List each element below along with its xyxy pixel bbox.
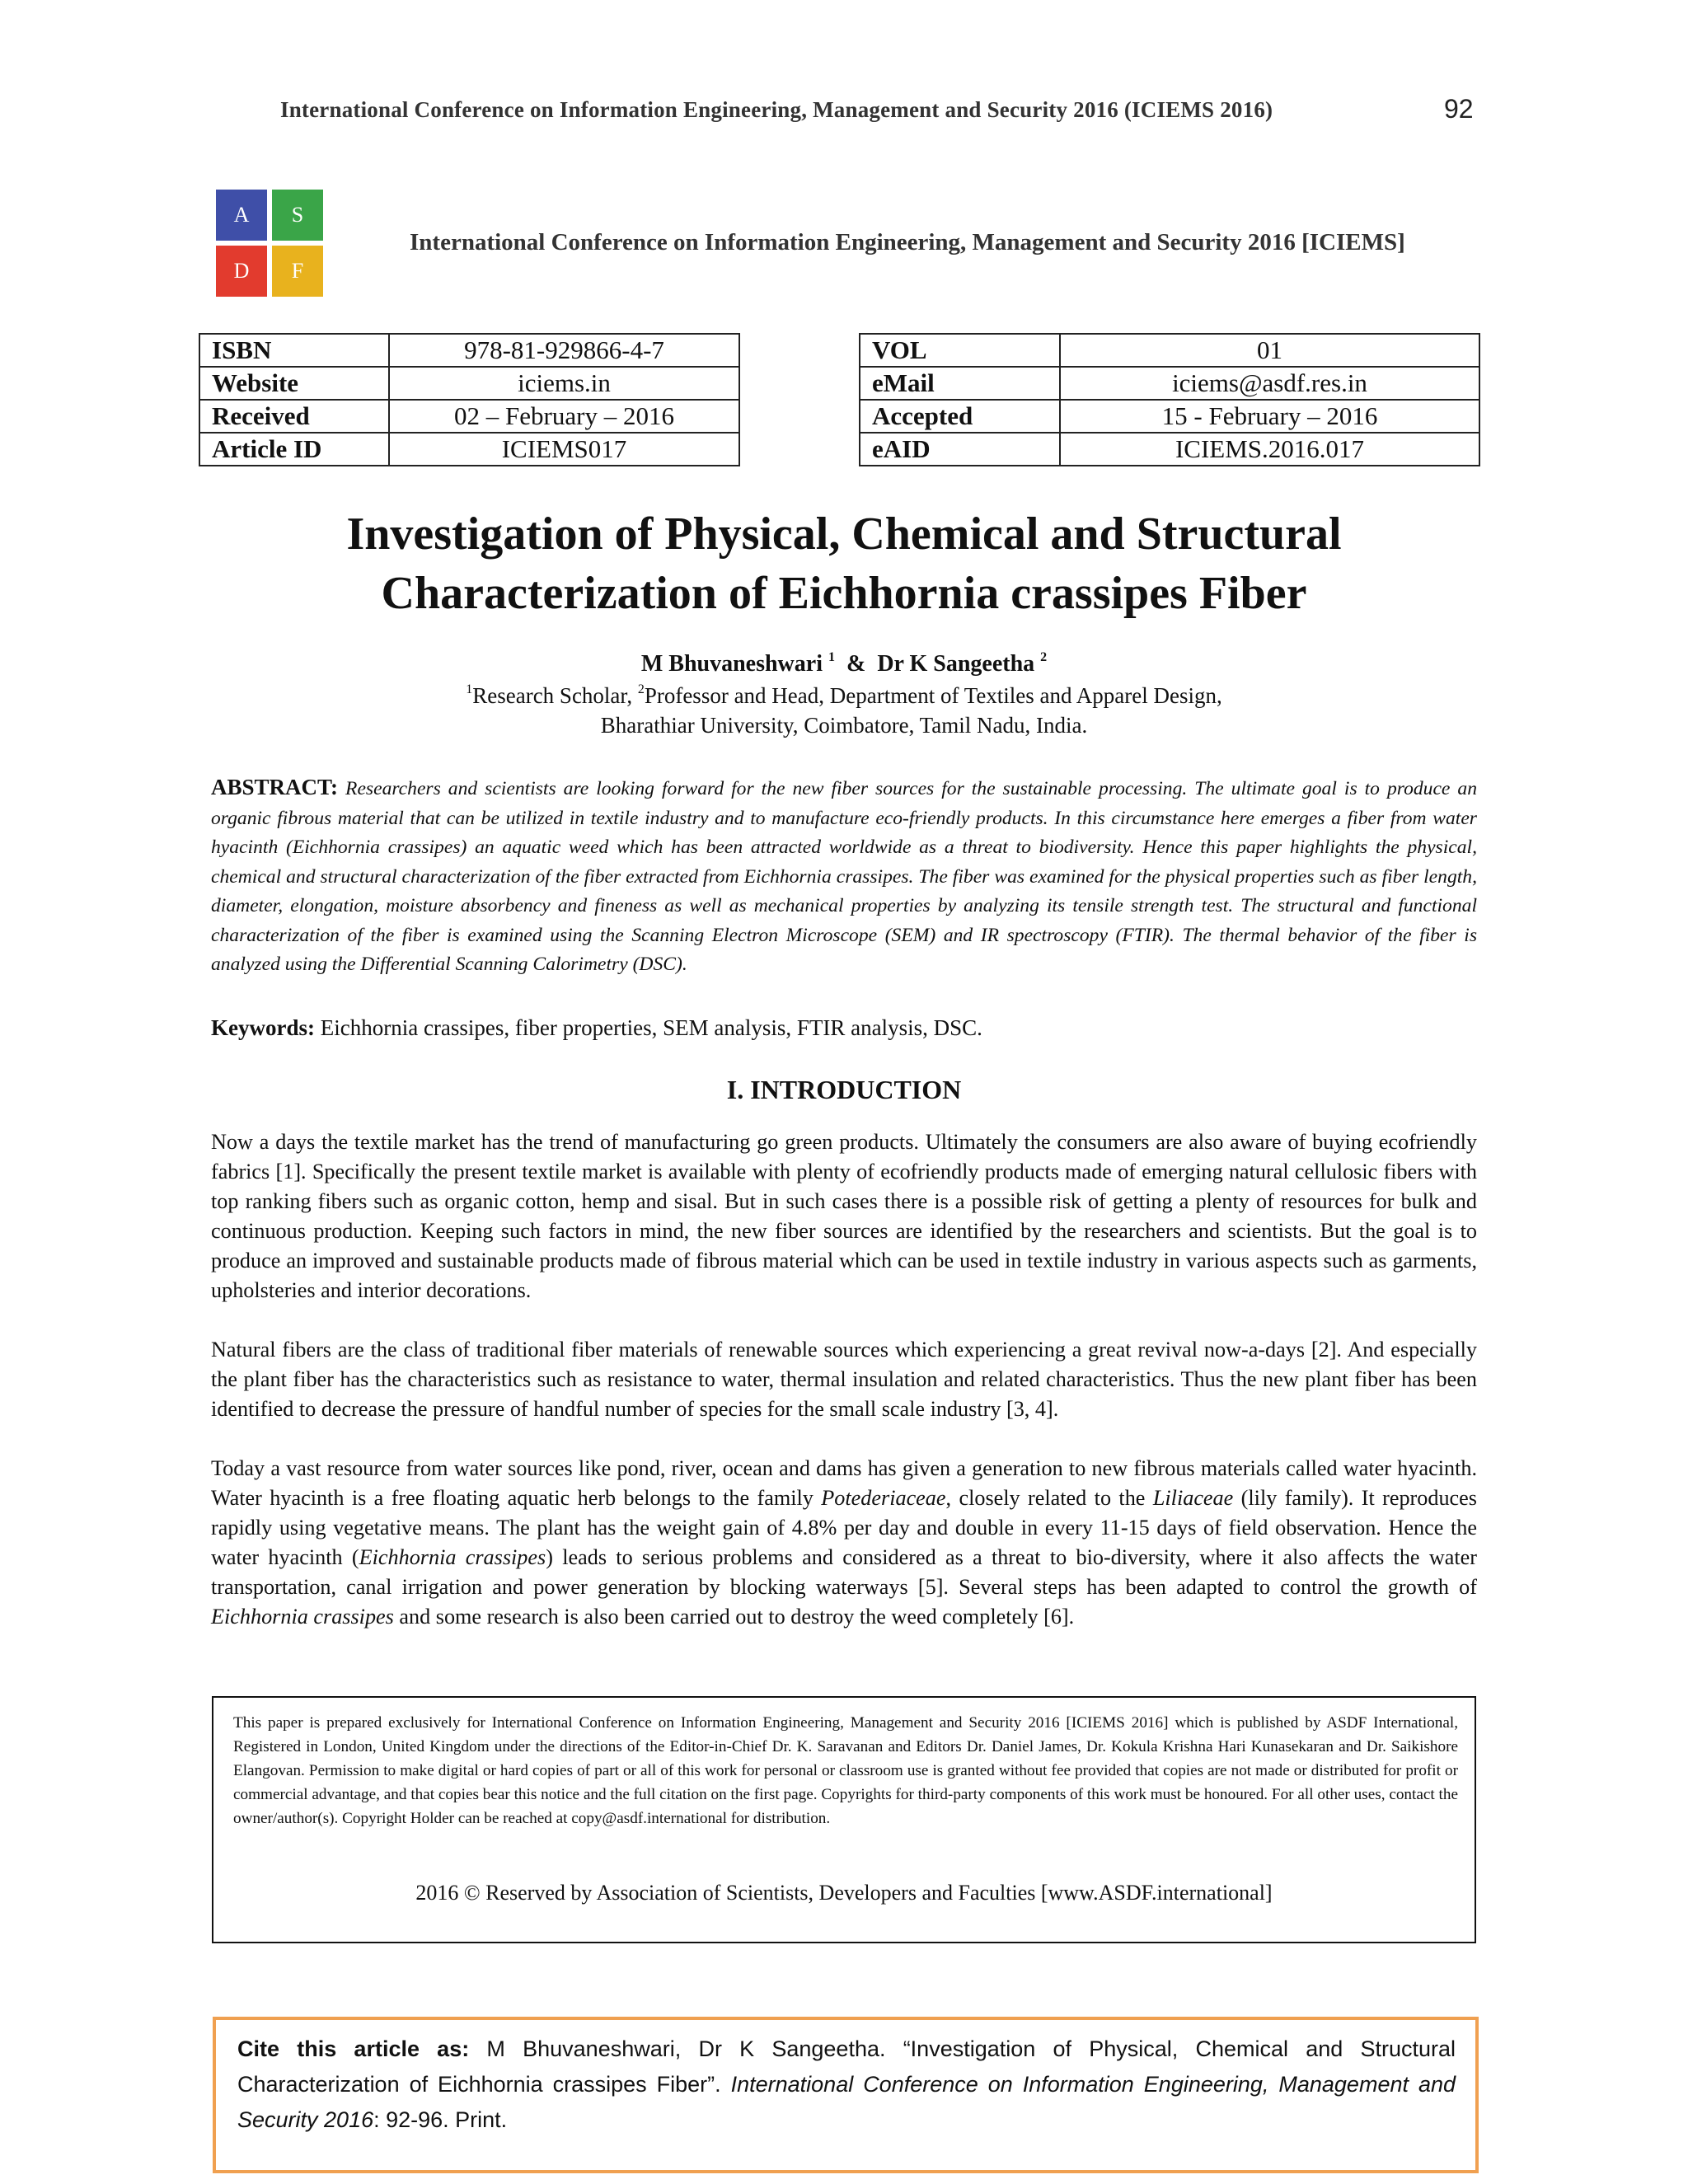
running-header-title: International Conference on Information Engineering, Management and Security 2016 (ICIEMS 2016) — [280, 97, 1273, 122]
table-row — [199, 367, 739, 400]
meta-value: 02 – February – 2016 — [389, 400, 739, 433]
logo-tile-d: D — [216, 246, 267, 297]
section-heading: I. INTRODUCTION — [726, 1075, 962, 1104]
conference-name: International Conference on Information Engineering, Management and Security 2016 [ICIEMS] — [410, 229, 1405, 255]
para-text: (lily family). It reproduces rapidly using vegetative means. The plant has the weight gain of 4.8% per day and double in every 11-15 days of field observation. Hence the water hyacinth ( — [211, 1486, 1477, 1569]
author-superscript: 2 — [1040, 650, 1048, 664]
para-italic: Potederiaceae — [821, 1486, 946, 1510]
copyright-box — [212, 1696, 1476, 1943]
meta-value: ICIEMS.2016.017 — [1060, 433, 1479, 466]
metadata-table-left — [199, 333, 740, 466]
para-italic: Liliaceae — [1152, 1486, 1234, 1510]
meta-value: 15 - February – 2016 — [1060, 400, 1479, 433]
logo-tile-a: A — [216, 190, 267, 241]
meta-label: eAID — [860, 433, 1060, 466]
abstract — [211, 773, 1477, 980]
affil-line-2: Bharathiar University, Coimbatore, Tamil Nadu, India. — [600, 713, 1088, 738]
paper-title — [185, 504, 1503, 623]
cite-venue: International Conference on Information Engineering, Management and Security 2016 — [237, 2072, 1456, 2132]
asdf-logo — [216, 190, 325, 298]
author-name: Dr K Sangeetha — [877, 651, 1035, 677]
affiliation — [185, 681, 1503, 740]
intro-paragraph-3 — [211, 1454, 1477, 1632]
abstract-label: ABSTRACT: — [211, 775, 339, 799]
cite-pages: : 92-96. Print. — [373, 2107, 508, 2132]
intro-paragraph-1: Now a days the textile market has the trend of manufacturing go green products. Ultimately the consumers are also aware of buying ecofriendly fabrics [1]. Specifically the present textile market is available with plenty of ecofriendly products made of emerging natural cellulosic fibers with top ranking fibers such as organic cotton, hemp and sisal. But in such cases there is a possible risk of getting a plenty of resources for bulk and continuous production. Keeping such factors in mind, the new fiber sources are identified by the researchers and scientists. But the goal is to produce an improved and sustainable products made of fibrous material which can be used in textile industry in various aspects such as garments, upholsteries and interior decorations. — [211, 1130, 1477, 1302]
meta-label: Article ID — [199, 433, 389, 466]
table-row — [860, 334, 1479, 367]
title-line-1: Investigation of Physical, Chemical and Structural — [346, 509, 1342, 560]
cite-label: Cite this article as: — [237, 2036, 470, 2061]
metadata-table-right — [859, 333, 1480, 466]
para-italic: Eichhornia crassipes — [359, 1545, 546, 1569]
meta-value: ICIEMS017 — [389, 433, 739, 466]
keywords — [211, 1015, 1477, 1041]
intro-paragraph-2: Natural fibers are the class of traditional fiber materials of renewable sources which experiencing a great revival now-a-days [2]. And especially the plant fiber has the characteristics such as resistance to water, thermal insulation and related characteristics. Thus the new plant fiber has been identified to decrease the pressure of handful number of species for the small scale industry [3, 4]. — [211, 1338, 1477, 1421]
page-number: 92 — [1444, 94, 1474, 124]
meta-label: Received — [199, 400, 389, 433]
meta-value: iciems.in — [389, 367, 739, 400]
affil-superscript: 2 — [637, 682, 645, 696]
author-name: M Bhuvaneshwari — [640, 651, 823, 677]
copyright-reserved: 2016 © Reserved by Association of Scientists, Developers and Faculties [www.ASDF.international] — [415, 1881, 1273, 1905]
affil-part: Research Scholar, — [472, 683, 638, 708]
table-row — [199, 433, 739, 466]
abstract-text: Researchers and scientists are looking forward for the new fiber sources for the sustainable processing. The ultimate goal is to produce an organic fibrous material that can be utilized in textile industry and to manufacture eco-friendly products. In this circumstance here emerges a fiber from water hyacinth (Eichhornia crassipes) an aquatic weed which has been attracted worldwide as a threat to biodiversity. Hence this paper highlights the physical, chemical and structural characterization of the fiber extracted from Eichhornia crassipes. The fiber was examined for the physical properties such as fiber length, diameter, elongation, moisture absorbency and fineness as well as mechanical properties by analyzing its tensile strength test. The structural and functional characterization of the fiber is examined using the Scanning Electron Microscope (SEM) and IR spectroscopy (FTIR). The thermal behavior of the fiber is analyzed using the Differential Scanning Calorimetry (DSC). — [211, 778, 1477, 975]
table-row — [860, 400, 1479, 433]
citation-box — [213, 2017, 1479, 2173]
cite-authors-title: M Bhuvaneshwari, Dr K Sangeetha. “Investigation of Physical, Chemical and Structural Characterization of Eichhornia crassipes Fiber”. — [237, 2036, 1456, 2097]
para-text: ) leads to serious problems and considered as a threat to bio-diversity, where it also affects the water transportation, canal irrigation and power generation by blocking waterways [5]. Several steps has been adapted to control the growth of — [211, 1545, 1477, 1599]
affil-part: Professor and Head, Department of Textiles and Apparel Design, — [644, 683, 1222, 708]
table-row — [860, 367, 1479, 400]
affil-superscript: 1 — [466, 682, 473, 696]
table-row — [199, 400, 739, 433]
table-row — [199, 334, 739, 367]
logo-tile-s: S — [272, 190, 323, 241]
keywords-label: Keywords: — [211, 1015, 315, 1040]
citation-text — [237, 2032, 1456, 2138]
meta-label: eMail — [860, 367, 1060, 400]
logo-tile-f: F — [272, 246, 323, 297]
author-superscript: 1 — [828, 650, 835, 664]
para-text: Today a vast resource from water sources like pond, river, ocean and dams has given a generation to new fibrous materials called water hyacinth. Water hyacinth is a free floating aquatic herb belongs to the family — [211, 1456, 1477, 1510]
copyright-notice: This paper is prepared exclusively for International Conference on Information Engineering, Management and Security 2016 [ICIEMS 2016] which is published by ASDF International, Registered in London, United Kingdom under the directions of the Editor-in-Chief Dr. K. Saravanan and Editors Dr. Daniel James, Dr. Kokula Krishna Hari Kunasekaran and Dr. Saikishore Elangovan. Permission to make digital or hard copies of part or all of this work for personal or classroom use is granted without fee provided that copies are not made or distributed for profit or commercial advantage, and that copies bear this notice and the full citation on the first page. Copyrights for third-party components of this work must be honoured. For all other uses, contact the owner/author(s). Copyright Holder can be reached at copy@asdf.international for distribution. — [233, 1714, 1458, 1827]
meta-value: 978-81-929866-4-7 — [389, 334, 739, 367]
meta-label: Accepted — [860, 400, 1060, 433]
para-italic: Eichhornia crassipes — [211, 1605, 394, 1629]
meta-label: ISBN — [199, 334, 389, 367]
para-text: and some research is also been carried out to destroy the weed completely [6]. — [393, 1605, 1075, 1629]
author-list — [185, 651, 1503, 677]
para-text: , closely related to the — [945, 1486, 1153, 1510]
meta-value: iciems@asdf.res.in — [1060, 367, 1479, 400]
table-row — [860, 433, 1479, 466]
meta-label: Website — [199, 367, 389, 400]
meta-value: 01 — [1060, 334, 1479, 367]
meta-label: VOL — [860, 334, 1060, 367]
author-joiner: & — [841, 651, 872, 677]
keywords-text: Eichhornia crassipes, fiber properties, SEM analysis, FTIR analysis, DSC. — [320, 1015, 982, 1040]
title-line-2: Characterization of Eichhornia crassipes Fiber — [381, 568, 1307, 619]
